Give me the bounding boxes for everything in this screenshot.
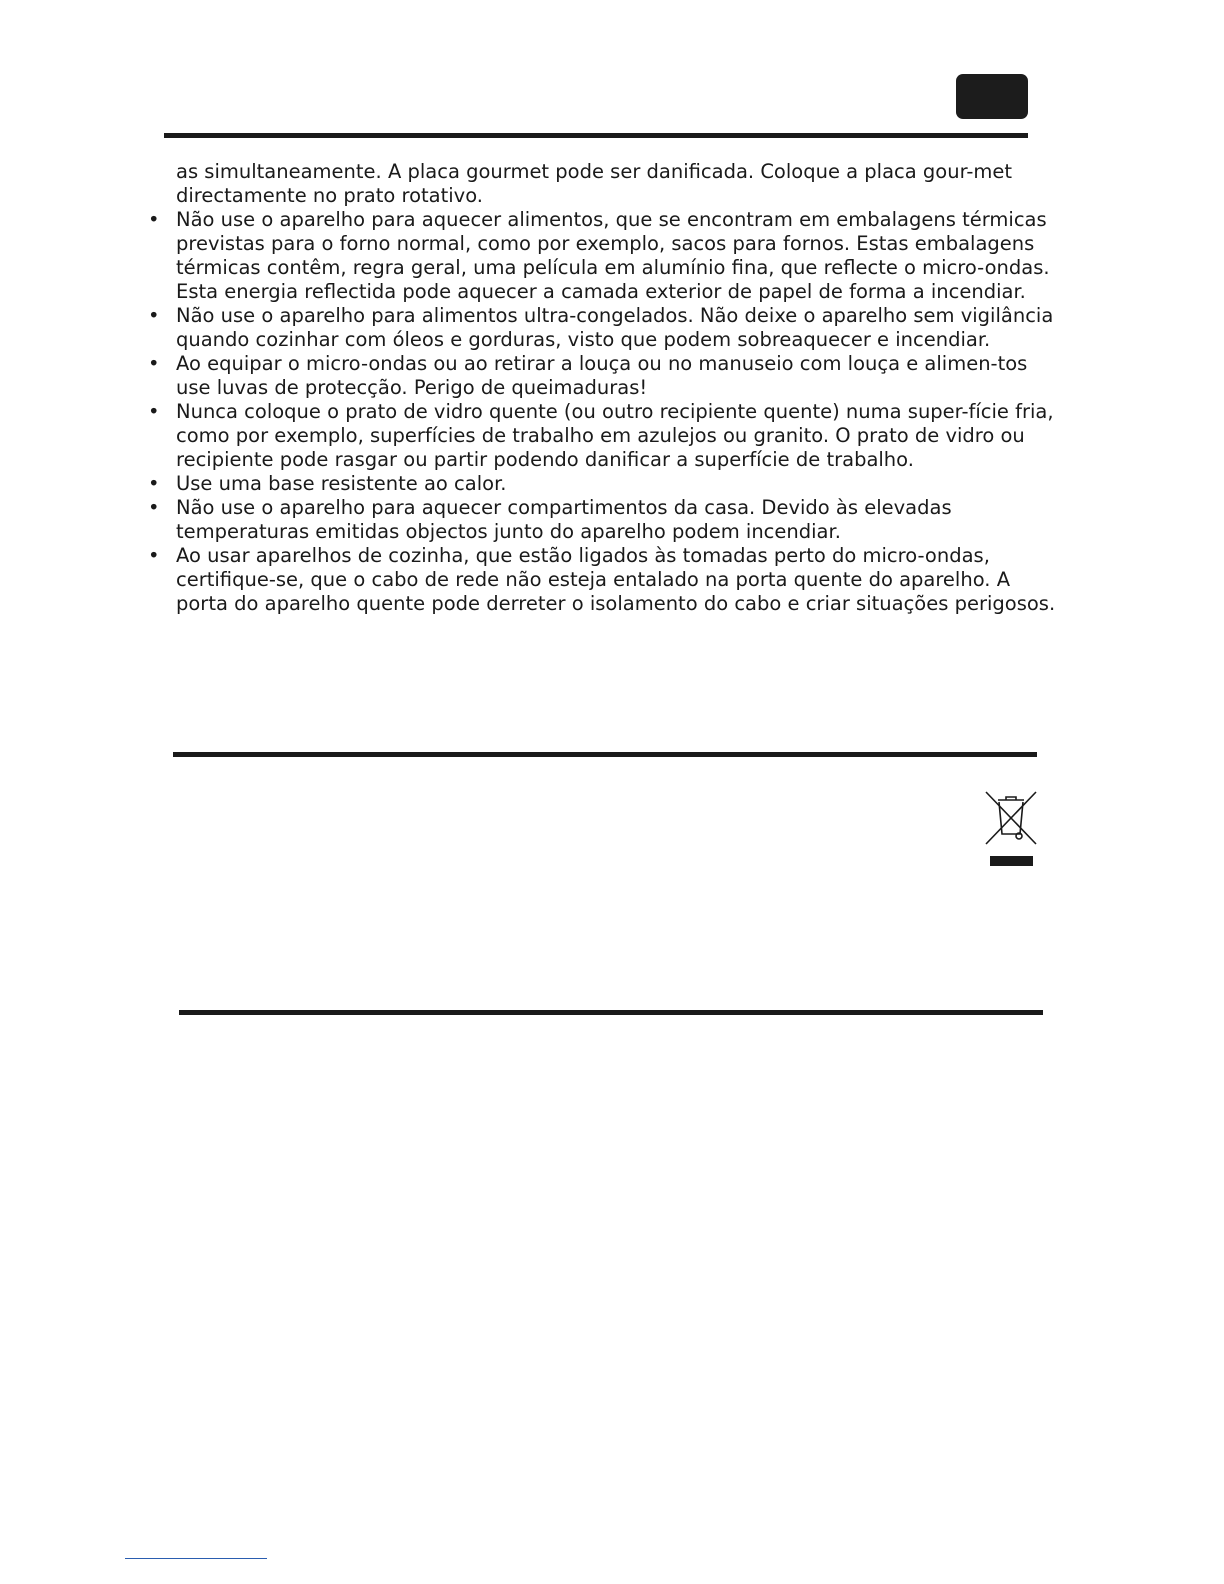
bullet-glyph: •: [148, 544, 160, 567]
section-rule-disposal: [173, 752, 1037, 757]
list-item: [146, 400, 1066, 472]
bullet-glyph: •: [148, 472, 160, 495]
header-rule: [164, 133, 1028, 138]
list-item-text: Ao usar aparelhos de cozinha, que estão ligados às tomadas perto do micro-ondas, certifique-se, que o cabo de rede não esteja entalado na porta quente do aparelho. A porta do aparelho quente pode derreter o isolamento do cabo e criar situações perigosos.: [176, 544, 1056, 615]
continuation-paragraph: as simultaneamente. A placa gourmet pode ser danificada. Coloque a placa gour-met directamente no prato rotativo.: [176, 160, 1013, 207]
list-item-text: Não use o aparelho para aquecer alimentos, que se encontram em embalagens térmicas previstas para o forno normal, como por exemplo, sacos para fornos. Estas embalagens térmicas contêm, regra geral, uma película em alumínio fina, que reflecte o micro-ondas. Esta energia reflectida pode aquecer a camada exterior de papel de forma a incendiar.: [176, 208, 1050, 303]
list-item-text: Use uma base resistente ao calor.: [176, 472, 507, 495]
bullet-glyph: •: [148, 208, 160, 231]
safety-instructions: [146, 160, 1066, 616]
list-item-text: Não use o aparelho para aquecer compartimentos da casa. Devido às elevadas temperaturas emitidas objectos junto do aparelho podem incendiar.: [176, 496, 952, 543]
list-item: [146, 352, 1066, 400]
bullet-glyph: •: [148, 496, 160, 519]
list-item: [146, 304, 1066, 352]
list-item-text: Ao equipar o micro-ondas ou ao retirar a louça ou no manuseio com louça e alimen-tos use luvas de protecção. Perigo de queimaduras!: [176, 352, 1028, 399]
list-item-text: Nunca coloque o prato de vidro quente (ou outro recipiente quente) numa super-fície fria, como por exemplo, superfícies de trabalho em azulejos ou granito. O prato de vidro ou recipiente pode rasgar ou partir podendo danificar a superfície de trabalho.: [176, 400, 1054, 471]
footnote-rule: [125, 1558, 267, 1559]
language-badge: [956, 74, 1028, 119]
list-item: [146, 544, 1066, 616]
list-item: [146, 472, 1066, 496]
bullet-glyph: •: [148, 400, 160, 423]
list-item-text: Não use o aparelho para alimentos ultra-congelados. Não deixe o aparelho sem vigilância quando cozinhar com óleos e gorduras, visto que podem sobreaquecer e incendiar.: [176, 304, 1054, 351]
crossed-out-wheelie-bin-icon: [984, 790, 1038, 870]
list-item: [146, 496, 1066, 544]
section-rule-bottom: [179, 1010, 1043, 1015]
bullet-glyph: •: [148, 352, 160, 375]
safety-bullet-list: [146, 208, 1066, 616]
list-item: [146, 208, 1066, 304]
bullet-glyph: •: [148, 304, 160, 327]
